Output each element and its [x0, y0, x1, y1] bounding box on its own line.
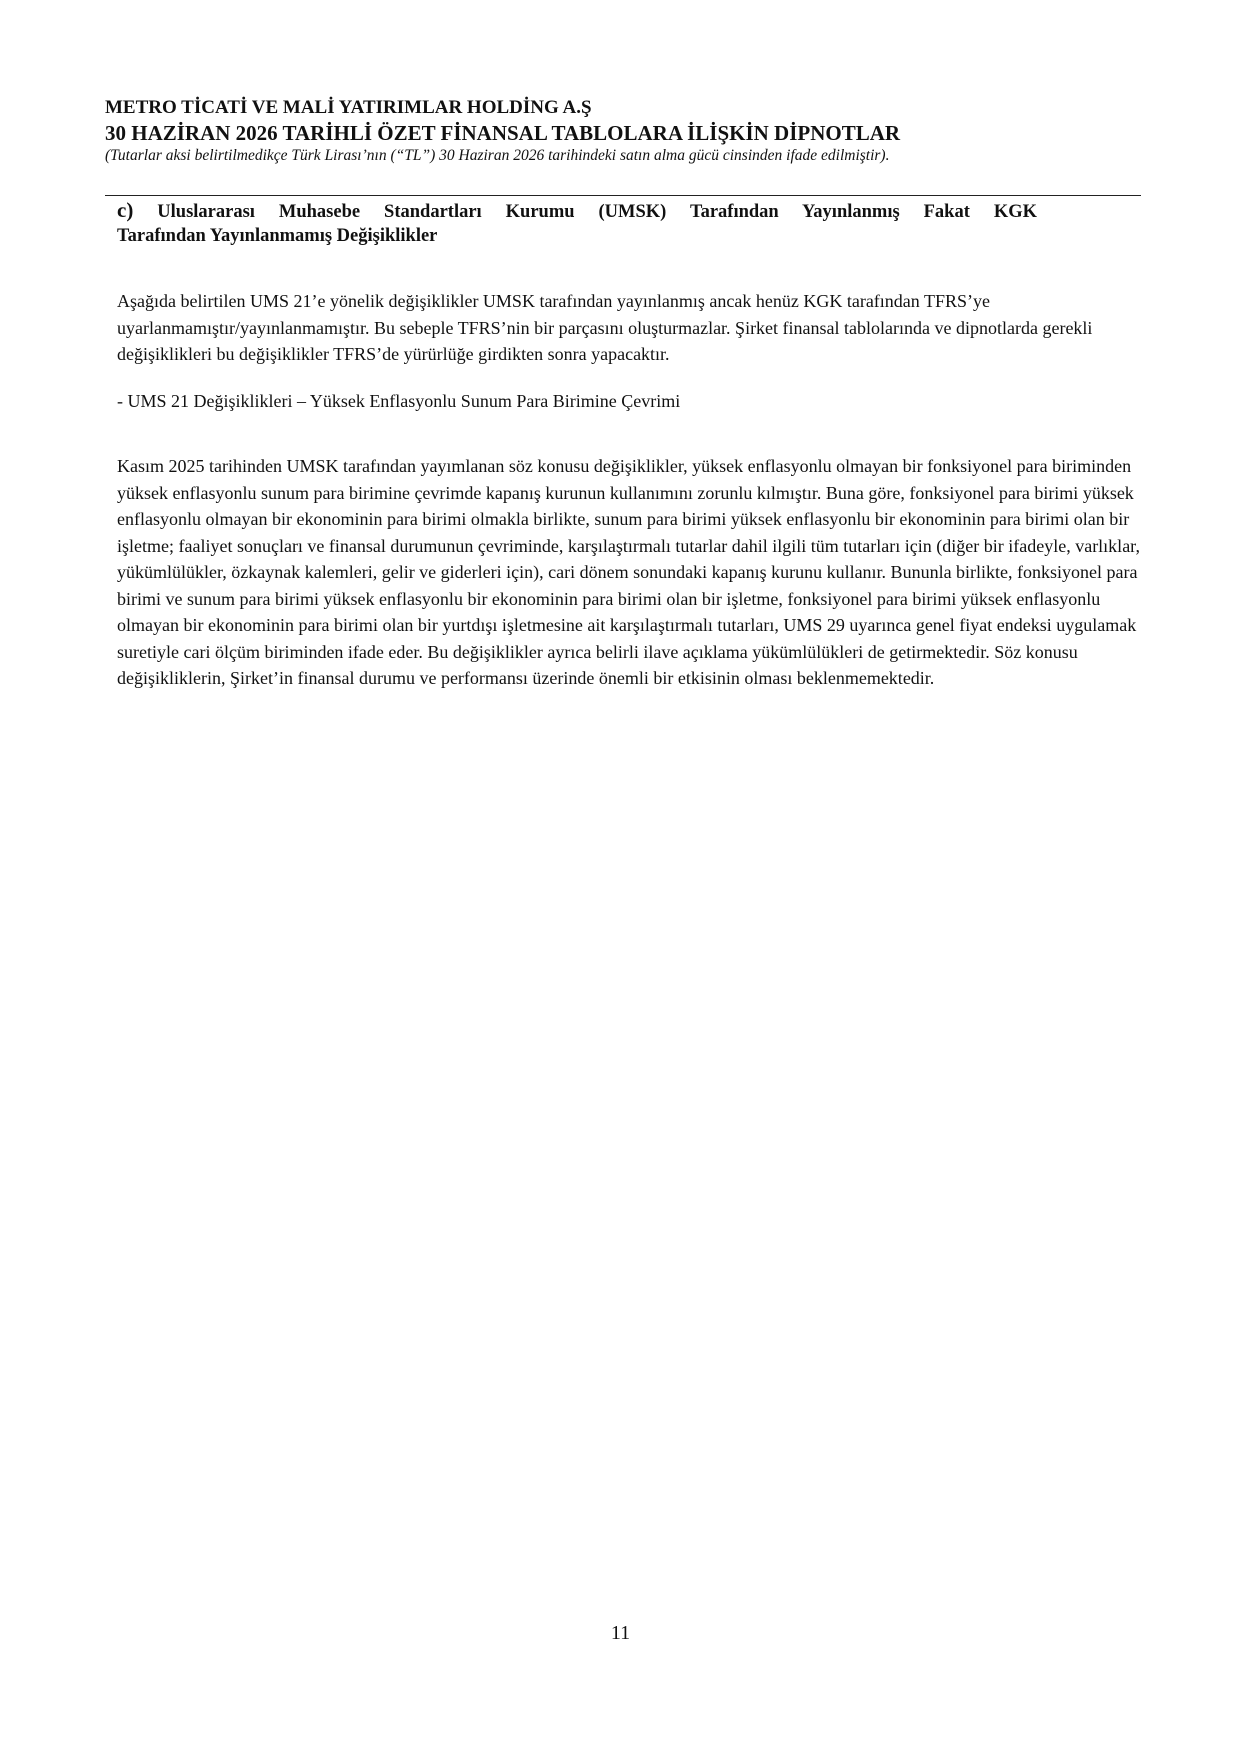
- page-number: 11: [610, 1622, 631, 1644]
- paragraph-intro: Aşağıda belirtilen UMS 21’e yönelik değişiklikler UMSK tarafından yayınlanmış ancak henüz KGK tarafından TFRS’ye uyarlanmamıştır/yayınlanmamıştır. Bu sebeple TFRS’nin bir parçasını oluşturmazlar. Şirket finansal tablolarında ve dipnotlarda gerekli değişiklikleri bu değişiklikler TFRS’de yürürlüğe girdikten sonra yapacaktır.: [117, 291, 1093, 364]
- document-subtitle: (Tutarlar aksi belirtilmedikçe Türk Lirası’nın (“TL”) 30 Haziran 2026 tarihindeki satın alma gücü cinsinden ifade edilmiştir).: [105, 147, 890, 164]
- paragraph-amendment-item: - UMS 21 Değişiklikleri – Yüksek Enflasyonlu Sunum Para Birimine Çevrimi: [117, 391, 681, 411]
- header-divider: [105, 195, 1141, 196]
- section-heading-line-1: [117, 198, 1037, 224]
- paragraph-amendment-details: Kasım 2025 tarihinden UMSK tarafından yayımlanan söz konusu değişiklikler, yüksek enflasyonlu olmayan bir fonksiyonel para biriminden yüksek enflasyonlu sunum para birimine çevrimde kapanış kurunun kullanımını zorunlu kılmıştır. Buna göre, fonksiyonel para birimi yüksek enflasyonlu olmayan bir ekonominin para birimi olmakla birlikte, sunum para birimi yüksek enflasyonlu bir ekonominin para birimi olan bir işletme; faaliyet sonuçları ve finansal durumunun çevriminde, karşılaştırmalı tutarlar dahil ilgili tüm tutarları için (diğer bir ifadeyle, varlıklar, yükümlülükler, özkaynak kalemleri, gelir ve giderleri için), cari dönem sonundaki kapanış kurunu kullanır. Bununla birlikte, fonksiyonel para birimi ve sunum para birimi yüksek enflasyonlu bir ekonominin para birimi olan bir işletme, fonksiyonel para birimi yüksek enflasyonlu olmayan bir ekonominin para birimi olan bir yurtdışı işletmesine ait karşılaştırmalı tutarları, UMS 29 uyarınca genel fiyat endeksi uygulamak suretiyle cari ölçüm biriminden ifade eder. Bu değişiklikler ayrıca belirli ilave açıklama yükümlülükleri de getirmektedir. Söz konusu değişikliklerin, Şirket’in finansal durumu ve performansı üzerinde önemli bir etkisinin olması beklenmemektedir.: [117, 456, 1140, 688]
- section-letter: c): [117, 198, 134, 222]
- section-heading-text-1: Uluslararası Muhasebe Standartları Kurumu (UMSK) Tarafından Yayınlanmış Fakat KGK: [157, 202, 1038, 222]
- page-header: [105, 96, 1145, 166]
- document-title: 30 HAZİRAN 2026 TARİHLİ ÖZET FİNANSAL TABLOLARA İLİŞKİN DİPNOTLAR: [105, 121, 901, 145]
- company-name: METRO TİCATİ VE MALİ YATIRIMLAR HOLDİNG A.Ş: [105, 97, 592, 118]
- section-heading: [117, 198, 1037, 248]
- section-heading-line-2: Tarafından Yayınlanmamış Değişiklikler: [117, 226, 438, 246]
